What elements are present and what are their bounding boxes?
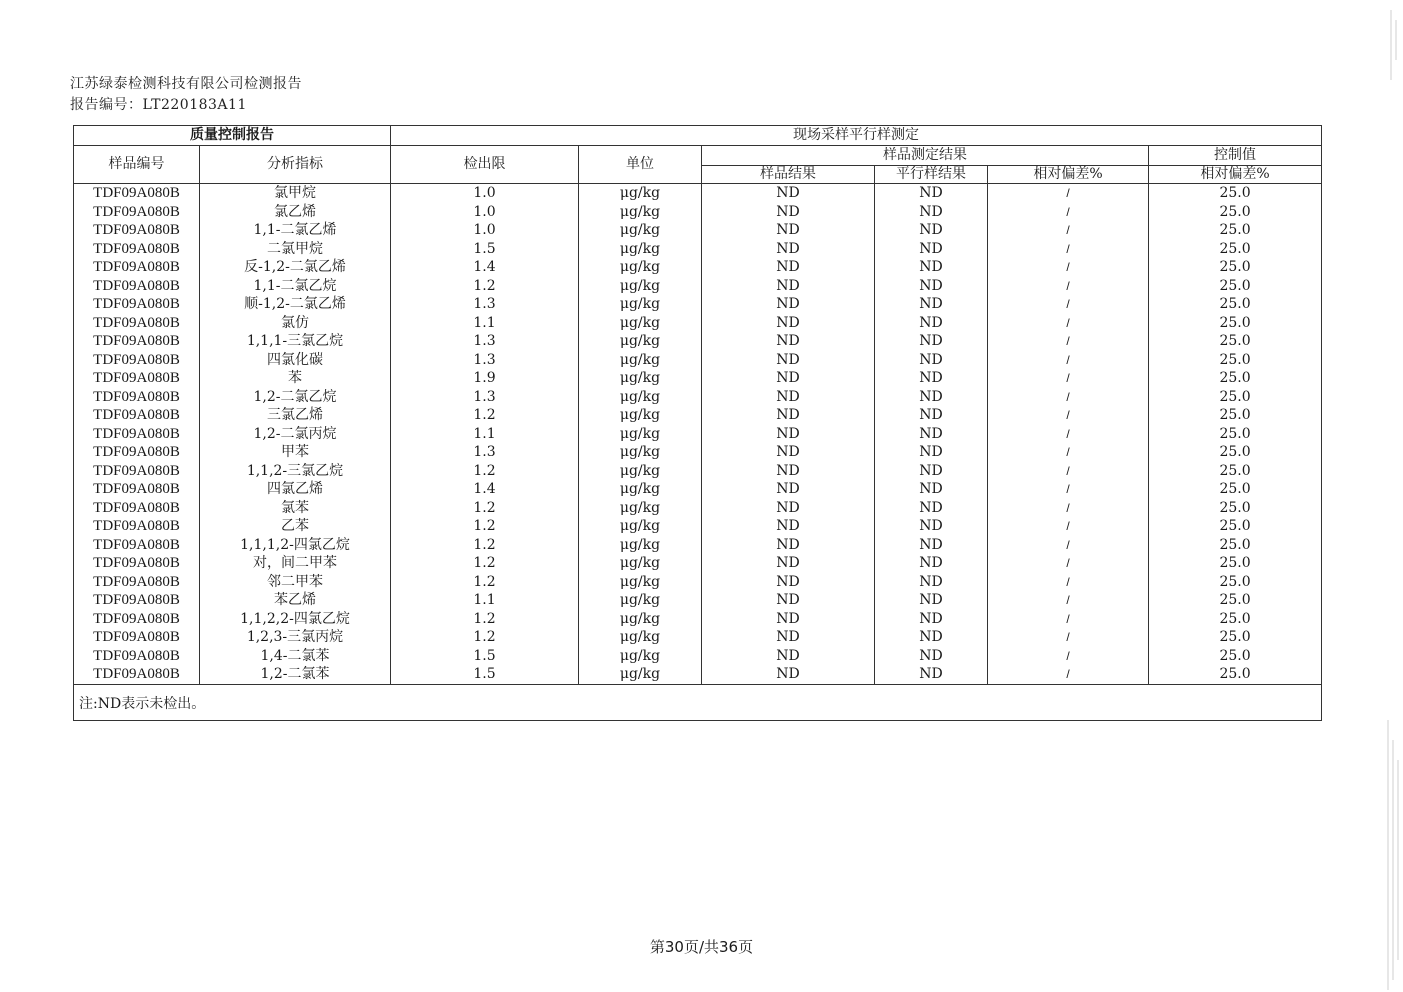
unit-cell: μg/kg (579, 443, 702, 462)
control-value-cell: 25.0 (1149, 462, 1322, 481)
deviation-cell: / (988, 258, 1149, 277)
indicator-cell: 氯甲烷 (200, 184, 391, 203)
table-row (74, 184, 1322, 203)
detection-limit-cell: 1.3 (391, 443, 579, 462)
unit-cell: μg/kg (579, 517, 702, 536)
table-row (74, 240, 1322, 259)
parallel-result-cell: ND (875, 351, 988, 370)
sample-result-cell: ND (702, 517, 875, 536)
detection-limit-cell: 1.0 (391, 221, 579, 240)
parallel-result-cell: ND (875, 517, 988, 536)
table-note: 注:ND表示未检出。 (74, 684, 1322, 720)
sample-result-cell: ND (702, 184, 875, 203)
sample-result-cell: ND (702, 499, 875, 518)
unit-cell: μg/kg (579, 462, 702, 481)
deviation-cell: / (988, 665, 1149, 684)
control-value-cell: 25.0 (1149, 221, 1322, 240)
sample-result-cell: ND (702, 610, 875, 629)
sample-id-cell: TDF09A080B (74, 295, 200, 314)
sample-id-cell: TDF09A080B (74, 573, 200, 592)
detection-limit-cell: 1.3 (391, 351, 579, 370)
parallel-result-cell: ND (875, 462, 988, 481)
sample-result-cell: ND (702, 536, 875, 555)
deviation-cell: / (988, 425, 1149, 444)
deviation-cell: / (988, 295, 1149, 314)
sample-result-cell: ND (702, 443, 875, 462)
sample-id-cell: TDF09A080B (74, 258, 200, 277)
indicator-cell: 1,1,1,2-四氯乙烷 (200, 536, 391, 555)
table-row (74, 221, 1322, 240)
detection-limit-cell: 1.3 (391, 388, 579, 407)
deviation-cell: / (988, 332, 1149, 351)
header-control-group: 控制值 (1149, 146, 1322, 166)
indicator-cell: 1,2-二氯苯 (200, 665, 391, 684)
page-number: 第30页/共36页 (649, 938, 754, 956)
control-value-cell: 25.0 (1149, 610, 1322, 629)
indicator-cell: 邻二甲苯 (200, 573, 391, 592)
deviation-cell: / (988, 314, 1149, 333)
report-number: 报告编号：LT220183A11 (70, 97, 247, 113)
sample-result-cell: ND (702, 258, 875, 277)
sample-id-cell: TDF09A080B (74, 628, 200, 647)
indicator-cell: 氯苯 (200, 499, 391, 518)
control-value-cell: 25.0 (1149, 425, 1322, 444)
indicator-cell: 1,1-二氯乙烷 (200, 277, 391, 296)
unit-cell: μg/kg (579, 591, 702, 610)
indicator-cell: 甲苯 (200, 443, 391, 462)
detection-limit-cell: 1.2 (391, 610, 579, 629)
parallel-result-cell: ND (875, 573, 988, 592)
deviation-cell: / (988, 647, 1149, 666)
deviation-cell: / (988, 221, 1149, 240)
unit-cell: μg/kg (579, 277, 702, 296)
unit-cell: μg/kg (579, 332, 702, 351)
table-row (74, 258, 1322, 277)
deviation-cell: / (988, 499, 1149, 518)
control-value-cell: 25.0 (1149, 480, 1322, 499)
parallel-result-cell: ND (875, 425, 988, 444)
deviation-cell: / (988, 573, 1149, 592)
indicator-cell: 1,1,2,2-四氯乙烷 (200, 610, 391, 629)
parallel-result-cell: ND (875, 536, 988, 555)
deviation-cell: / (988, 591, 1149, 610)
detection-limit-cell: 1.2 (391, 517, 579, 536)
control-value-cell: 25.0 (1149, 628, 1322, 647)
indicator-cell: 顺-1,2-二氯乙烯 (200, 295, 391, 314)
unit-cell: μg/kg (579, 480, 702, 499)
indicator-cell: 二氯甲烷 (200, 240, 391, 259)
table-row (74, 480, 1322, 499)
deviation-cell: / (988, 184, 1149, 203)
sample-id-cell: TDF09A080B (74, 240, 200, 259)
control-value-cell: 25.0 (1149, 332, 1322, 351)
table-row (74, 425, 1322, 444)
unit-cell: μg/kg (579, 351, 702, 370)
table-row (74, 314, 1322, 333)
table-row (74, 462, 1322, 481)
table-row (74, 388, 1322, 407)
indicator-cell: 1,2,3-三氯丙烷 (200, 628, 391, 647)
detection-limit-cell: 1.3 (391, 295, 579, 314)
sample-id-cell: TDF09A080B (74, 499, 200, 518)
sample-result-cell: ND (702, 240, 875, 259)
control-value-cell: 25.0 (1149, 665, 1322, 684)
parallel-result-cell: ND (875, 499, 988, 518)
control-value-cell: 25.0 (1149, 499, 1322, 518)
parallel-result-cell: ND (875, 258, 988, 277)
sample-result-cell: ND (702, 314, 875, 333)
sample-result-cell: ND (702, 647, 875, 666)
table-row (74, 369, 1322, 388)
control-value-cell: 25.0 (1149, 443, 1322, 462)
indicator-cell: 三氯乙烯 (200, 406, 391, 425)
parallel-result-cell: ND (875, 480, 988, 499)
sample-result-cell: ND (702, 295, 875, 314)
control-value-cell: 25.0 (1149, 517, 1322, 536)
sample-result-cell: ND (702, 462, 875, 481)
control-value-cell: 25.0 (1149, 406, 1322, 425)
table-row (74, 647, 1322, 666)
header-detection-limit: 检出限 (391, 146, 579, 184)
sample-id-cell: TDF09A080B (74, 184, 200, 203)
unit-cell: μg/kg (579, 295, 702, 314)
control-value-cell: 25.0 (1149, 184, 1322, 203)
unit-cell: μg/kg (579, 610, 702, 629)
control-value-cell: 25.0 (1149, 277, 1322, 296)
header-sample-id: 样品编号 (74, 146, 200, 184)
parallel-result-cell: ND (875, 628, 988, 647)
sample-id-cell: TDF09A080B (74, 425, 200, 444)
parallel-result-cell: ND (875, 277, 988, 296)
header-deviation: 相对偏差% (988, 166, 1149, 184)
sample-id-cell: TDF09A080B (74, 388, 200, 407)
unit-cell: μg/kg (579, 203, 702, 222)
table-row (74, 443, 1322, 462)
indicator-cell: 氯乙烯 (200, 203, 391, 222)
header-control-deviation: 相对偏差% (1149, 166, 1322, 184)
sample-result-cell: ND (702, 388, 875, 407)
parallel-result-cell: ND (875, 591, 988, 610)
deviation-cell: / (988, 443, 1149, 462)
header-result-group: 样品测定结果 (702, 146, 1149, 166)
detection-limit-cell: 1.5 (391, 665, 579, 684)
control-value-cell: 25.0 (1149, 573, 1322, 592)
quality-control-table (73, 125, 1322, 721)
header-indicator: 分析指标 (200, 146, 391, 184)
table-row (74, 665, 1322, 684)
detection-limit-cell: 1.9 (391, 369, 579, 388)
table-row (74, 332, 1322, 351)
indicator-cell: 反-1,2-二氯乙烯 (200, 258, 391, 277)
sample-id-cell: TDF09A080B (74, 665, 200, 684)
parallel-result-cell: ND (875, 332, 988, 351)
sample-result-cell: ND (702, 351, 875, 370)
indicator-cell: 四氯化碳 (200, 351, 391, 370)
sample-result-cell: ND (702, 554, 875, 573)
table-row (74, 610, 1322, 629)
detection-limit-cell: 1.2 (391, 573, 579, 592)
indicator-cell: 苯 (200, 369, 391, 388)
control-value-cell: 25.0 (1149, 258, 1322, 277)
detection-limit-cell: 1.3 (391, 332, 579, 351)
control-value-cell: 25.0 (1149, 351, 1322, 370)
table-row (74, 628, 1322, 647)
indicator-cell: 氯仿 (200, 314, 391, 333)
parallel-result-cell: ND (875, 665, 988, 684)
detection-limit-cell: 1.2 (391, 406, 579, 425)
indicator-cell: 对，间二甲苯 (200, 554, 391, 573)
unit-cell: μg/kg (579, 184, 702, 203)
control-value-cell: 25.0 (1149, 369, 1322, 388)
table-row (74, 536, 1322, 555)
sample-id-cell: TDF09A080B (74, 406, 200, 425)
deviation-cell: / (988, 369, 1149, 388)
control-value-cell: 25.0 (1149, 203, 1322, 222)
table-row (74, 295, 1322, 314)
detection-limit-cell: 1.4 (391, 480, 579, 499)
control-value-cell: 25.0 (1149, 314, 1322, 333)
deviation-cell: / (988, 462, 1149, 481)
parallel-result-cell: ND (875, 647, 988, 666)
sample-result-cell: ND (702, 665, 875, 684)
indicator-cell: 1,4-二氯苯 (200, 647, 391, 666)
indicator-cell: 四氯乙烯 (200, 480, 391, 499)
parallel-result-cell: ND (875, 314, 988, 333)
unit-cell: μg/kg (579, 425, 702, 444)
unit-cell: μg/kg (579, 665, 702, 684)
sample-id-cell: TDF09A080B (74, 443, 200, 462)
parallel-result-cell: ND (875, 240, 988, 259)
indicator-cell: 苯乙烯 (200, 591, 391, 610)
sample-id-cell: TDF09A080B (74, 277, 200, 296)
sample-result-cell: ND (702, 591, 875, 610)
table-row (74, 277, 1322, 296)
sample-id-cell: TDF09A080B (74, 332, 200, 351)
table-body (74, 184, 1322, 685)
sample-result-cell: ND (702, 406, 875, 425)
detection-limit-cell: 1.0 (391, 184, 579, 203)
sample-id-cell: TDF09A080B (74, 517, 200, 536)
deviation-cell: / (988, 517, 1149, 536)
sample-result-cell: ND (702, 203, 875, 222)
table-row (74, 554, 1322, 573)
parallel-result-cell: ND (875, 406, 988, 425)
sample-result-cell: ND (702, 573, 875, 592)
sample-result-cell: ND (702, 277, 875, 296)
unit-cell: μg/kg (579, 314, 702, 333)
group-title: 现场采样平行样测定 (391, 126, 1322, 146)
table-row (74, 203, 1322, 222)
scan-artifact-marks (1333, 0, 1403, 992)
control-value-cell: 25.0 (1149, 295, 1322, 314)
table-row (74, 499, 1322, 518)
unit-cell: μg/kg (579, 221, 702, 240)
parallel-result-cell: ND (875, 443, 988, 462)
table-row (74, 406, 1322, 425)
deviation-cell: / (988, 406, 1149, 425)
sample-id-cell: TDF09A080B (74, 203, 200, 222)
detection-limit-cell: 1.5 (391, 647, 579, 666)
deviation-cell: / (988, 610, 1149, 629)
sample-id-cell: TDF09A080B (74, 480, 200, 499)
deviation-cell: / (988, 388, 1149, 407)
detection-limit-cell: 1.2 (391, 554, 579, 573)
unit-cell: μg/kg (579, 406, 702, 425)
deviation-cell: / (988, 554, 1149, 573)
deviation-cell: / (988, 351, 1149, 370)
sample-id-cell: TDF09A080B (74, 554, 200, 573)
deviation-cell: / (988, 536, 1149, 555)
unit-cell: μg/kg (579, 647, 702, 666)
deviation-cell: / (988, 628, 1149, 647)
deviation-cell: / (988, 480, 1149, 499)
indicator-cell: 1,1,2-三氯乙烷 (200, 462, 391, 481)
deviation-cell: / (988, 277, 1149, 296)
parallel-result-cell: ND (875, 554, 988, 573)
indicator-cell: 乙苯 (200, 517, 391, 536)
unit-cell: μg/kg (579, 369, 702, 388)
sample-result-cell: ND (702, 628, 875, 647)
table-row (74, 351, 1322, 370)
parallel-result-cell: ND (875, 610, 988, 629)
parallel-result-cell: ND (875, 388, 988, 407)
indicator-cell: 1,1,1-三氯乙烷 (200, 332, 391, 351)
sample-id-cell: TDF09A080B (74, 591, 200, 610)
unit-cell: μg/kg (579, 499, 702, 518)
deviation-cell: / (988, 203, 1149, 222)
detection-limit-cell: 1.5 (391, 240, 579, 259)
detection-limit-cell: 1.2 (391, 277, 579, 296)
sample-id-cell: TDF09A080B (74, 314, 200, 333)
parallel-result-cell: ND (875, 184, 988, 203)
sample-id-cell: TDF09A080B (74, 610, 200, 629)
detection-limit-cell: 1.1 (391, 425, 579, 444)
control-value-cell: 25.0 (1149, 591, 1322, 610)
table-row (74, 517, 1322, 536)
control-value-cell: 25.0 (1149, 536, 1322, 555)
unit-cell: μg/kg (579, 573, 702, 592)
unit-cell: μg/kg (579, 554, 702, 573)
sample-id-cell: TDF09A080B (74, 351, 200, 370)
header-unit: 单位 (579, 146, 702, 184)
detection-limit-cell: 1.2 (391, 628, 579, 647)
indicator-cell: 1,2-二氯丙烷 (200, 425, 391, 444)
unit-cell: μg/kg (579, 536, 702, 555)
sample-result-cell: ND (702, 425, 875, 444)
sample-result-cell: ND (702, 332, 875, 351)
parallel-result-cell: ND (875, 203, 988, 222)
table-title: 质量控制报告 (74, 126, 391, 146)
sample-id-cell: TDF09A080B (74, 647, 200, 666)
table-row (74, 573, 1322, 592)
control-value-cell: 25.0 (1149, 647, 1322, 666)
sample-id-cell: TDF09A080B (74, 369, 200, 388)
detection-limit-cell: 1.1 (391, 591, 579, 610)
detection-limit-cell: 1.2 (391, 462, 579, 481)
unit-cell: μg/kg (579, 628, 702, 647)
table-row (74, 591, 1322, 610)
indicator-cell: 1,1-二氯乙烯 (200, 221, 391, 240)
sample-id-cell: TDF09A080B (74, 536, 200, 555)
parallel-result-cell: ND (875, 221, 988, 240)
deviation-cell: / (988, 240, 1149, 259)
sample-result-cell: ND (702, 480, 875, 499)
control-value-cell: 25.0 (1149, 554, 1322, 573)
detection-limit-cell: 1.2 (391, 536, 579, 555)
detection-limit-cell: 1.4 (391, 258, 579, 277)
control-value-cell: 25.0 (1149, 240, 1322, 259)
indicator-cell: 1,2-二氯乙烷 (200, 388, 391, 407)
unit-cell: μg/kg (579, 258, 702, 277)
sample-id-cell: TDF09A080B (74, 221, 200, 240)
sample-id-cell: TDF09A080B (74, 462, 200, 481)
header-sample-result: 样品结果 (702, 166, 875, 184)
unit-cell: μg/kg (579, 240, 702, 259)
parallel-result-cell: ND (875, 295, 988, 314)
sample-result-cell: ND (702, 221, 875, 240)
company-title: 江苏绿泰检测科技有限公司检测报告 (70, 76, 302, 92)
sample-result-cell: ND (702, 369, 875, 388)
unit-cell: μg/kg (579, 388, 702, 407)
parallel-result-cell: ND (875, 369, 988, 388)
control-value-cell: 25.0 (1149, 388, 1322, 407)
detection-limit-cell: 1.0 (391, 203, 579, 222)
header-parallel-result: 平行样结果 (875, 166, 988, 184)
detection-limit-cell: 1.2 (391, 499, 579, 518)
detection-limit-cell: 1.1 (391, 314, 579, 333)
